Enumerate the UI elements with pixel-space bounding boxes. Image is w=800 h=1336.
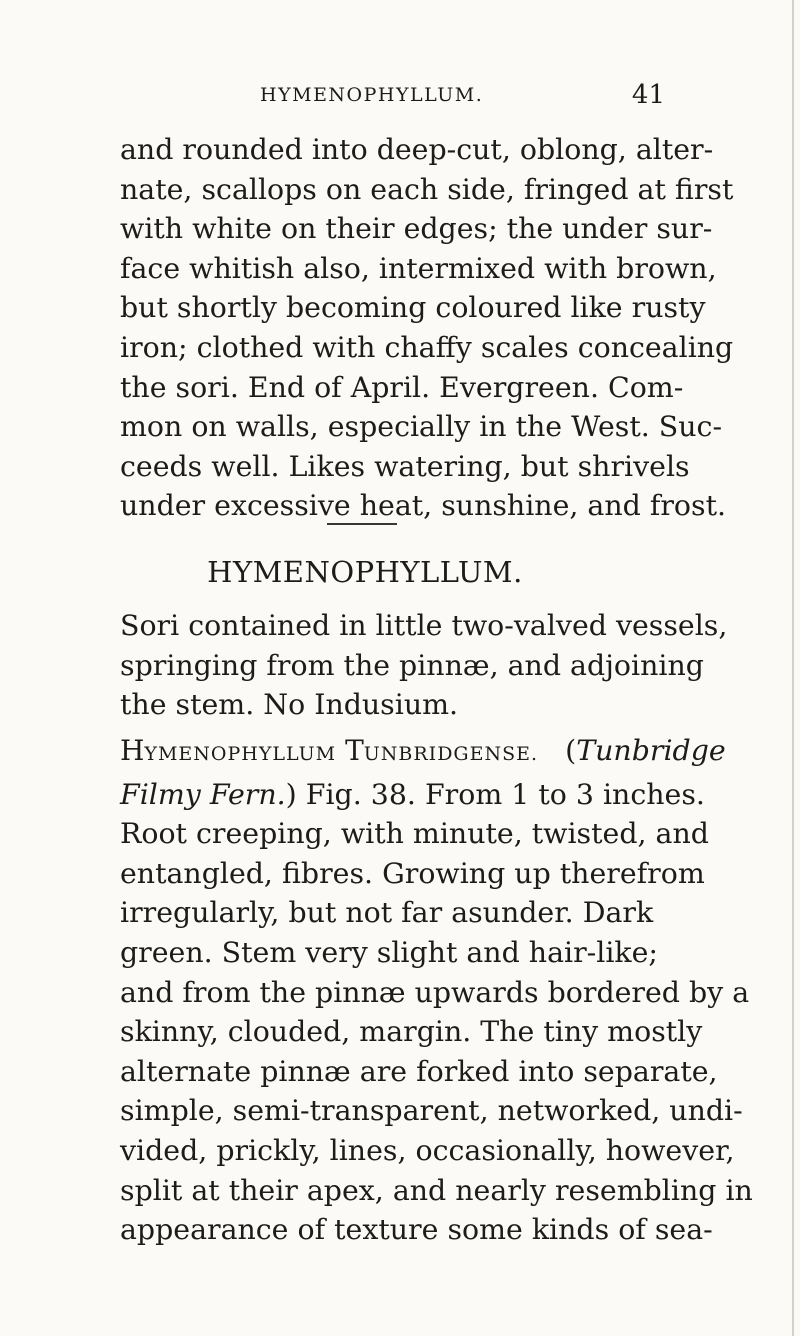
text-line: split at their apex, and nearly resembling in <box>120 1173 753 1207</box>
text-line <box>120 775 705 815</box>
species-epithet-initial: T <box>345 734 364 767</box>
figure-reference: Fig. 38. From 1 to 3 inches. <box>305 777 705 811</box>
text-line: vided, prickly, lines, occasionally, however, <box>120 1133 735 1167</box>
genus-description <box>120 606 728 725</box>
running-title: HYMENOPHYLLUM. <box>260 84 484 106</box>
text-line: appearance of texture some kinds of sea- <box>120 1213 713 1247</box>
species-name-initial: H <box>120 734 145 767</box>
text-line: the sori. End of April. Evergreen. Com- <box>120 370 684 404</box>
text-line: alternate pinnæ are forked into separate, <box>120 1054 718 1088</box>
text-line: iron; clothed with chaffy scales concealing <box>120 330 734 364</box>
text-line: skinny, clouded, margin. The tiny mostly <box>120 1015 703 1049</box>
text-line: simple, semi-transparent, networked, undi- <box>120 1094 743 1128</box>
paren-close: ) <box>285 777 297 811</box>
text-line: and rounded into deep-cut, oblong, alter- <box>120 133 714 166</box>
text-line: with white on their edges; the under sur- <box>120 212 713 246</box>
section-divider <box>327 523 397 525</box>
paragraph-continuation <box>120 130 734 526</box>
species-entry <box>120 731 753 1250</box>
text-line: springing from the pinnæ, and adjoining <box>120 648 704 682</box>
species-title-line <box>120 731 726 775</box>
text-line: and from the pinnæ upwards bordered by a <box>120 975 750 1009</box>
species-epithet-rest: UNBRIDGENSE. <box>363 743 539 765</box>
page-edge <box>792 0 794 1336</box>
text-line: irregularly, but not far asunder. Dark <box>120 896 654 930</box>
common-name: Tunbridge <box>576 734 726 767</box>
text-line: mon on walls, especially in the West. Suc- <box>120 410 723 444</box>
text-line: under excessive heat, sunshine, and frost. <box>120 489 727 523</box>
text-line: nate, scallops on each side, fringed at first <box>120 172 734 206</box>
page-number: 41 <box>631 80 665 110</box>
species-name-rest: YMENOPHYLLUM <box>144 743 337 765</box>
text-line: entangled, fibres. Growing up therefrom <box>120 856 705 890</box>
section-heading: HYMENOPHYLLUM. <box>207 555 523 589</box>
text-line: Root creeping, with minute, twisted, and <box>120 817 709 851</box>
text-line: green. Stem very slight and hair-like; <box>120 935 658 969</box>
text-line: Sori contained in little two-valved vessels, <box>120 609 728 642</box>
text-line: the stem. No Indusium. <box>120 688 459 722</box>
text-line: ceeds well. Likes watering, but shrivels <box>120 449 690 483</box>
text-line: face whitish also, intermixed with brown, <box>120 251 717 285</box>
common-name-continued: Filmy Fern. <box>120 777 286 811</box>
paren-open: ( <box>565 734 577 767</box>
text-line: but shortly becoming coloured like rusty <box>120 291 706 325</box>
page-header <box>120 80 665 120</box>
